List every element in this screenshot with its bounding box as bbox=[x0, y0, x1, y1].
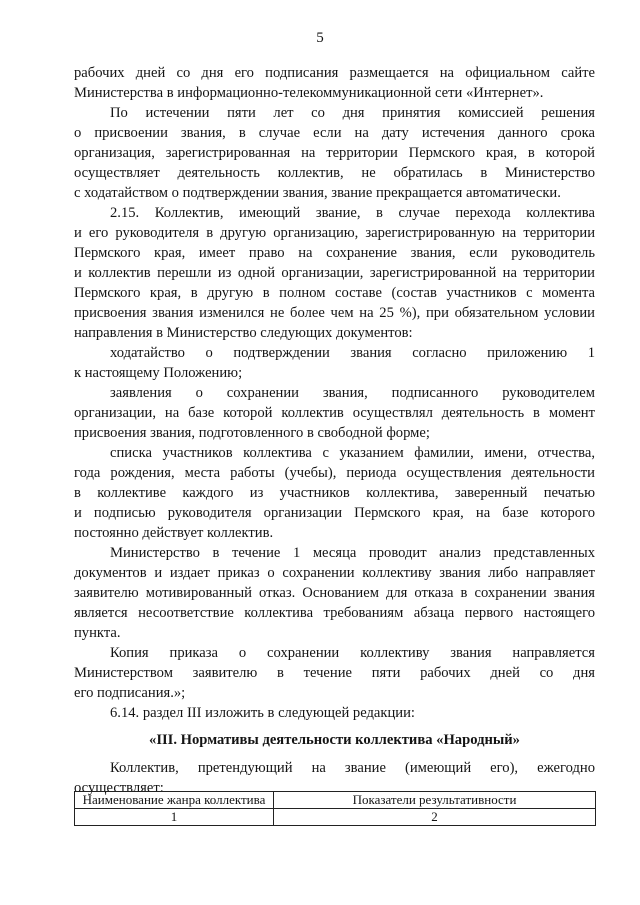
text-line: Копия приказа о сохранении коллективу звания направляется bbox=[110, 645, 595, 661]
text-line: о присвоении звания, в случае если на дату истечения данного срока bbox=[74, 125, 595, 141]
text-line: организации, на базе которой коллектив осуществлял деятельность в момент bbox=[74, 405, 595, 421]
text-line: пункта. bbox=[74, 625, 121, 641]
table-row bbox=[75, 809, 596, 826]
text-line: заявления о сохранении звания, подписанного руководителем bbox=[110, 385, 595, 401]
text-line: ходатайство о подтверждении звания согласно приложению 1 bbox=[110, 345, 595, 361]
text-line: организация, зарегистрированная на территории Пермского края, в которой bbox=[74, 145, 595, 161]
text-line: постоянно действует коллектив. bbox=[74, 525, 274, 541]
section-heading: «III. Нормативы деятельности коллектива «Народный» bbox=[149, 732, 520, 748]
table-cell: 2 bbox=[274, 809, 596, 826]
text-line: Пермского края, в другую в полном составе (состав участников с момента bbox=[74, 285, 595, 301]
text-line: и коллектив перешли из одной организации, зарегистрированной на территории bbox=[74, 265, 595, 281]
text-line: является несоответствие коллектива требованиям абзаца первого настоящего bbox=[74, 605, 595, 621]
text-line: присвоения звания, подготовленного в свободной форме; bbox=[74, 425, 430, 441]
text-line: списка участников коллектива с указанием фамилии, имени, отчества, bbox=[110, 445, 595, 461]
text-line: Министерством заявителю в течение пяти рабочих дней со дня bbox=[74, 665, 595, 681]
text-line: присвоения звания изменился не более чем на 25 %), при обязательном условии bbox=[74, 305, 595, 321]
text-line: По истечении пяти лет со дня принятия комиссией решения bbox=[110, 105, 595, 121]
text-line: 2.15. Коллектив, имеющий звание, в случае перехода коллектива bbox=[110, 205, 595, 221]
text-line: осуществляет: bbox=[74, 780, 164, 796]
text-line: рабочих дней со дня его подписания размещается на официальном сайте bbox=[74, 65, 595, 81]
text-line: его подписания.»; bbox=[74, 685, 186, 701]
text-line: к настоящему Положению; bbox=[74, 365, 243, 381]
text-line: года рождения, места работы (учебы), периода осуществления деятельности bbox=[74, 465, 595, 481]
header-cell-indicators: Показатели результативности bbox=[274, 792, 596, 809]
text-line: Коллектив, претендующий на звание (имеющий его), ежегодно bbox=[110, 760, 595, 776]
text-line: в коллективе каждого из участников коллектива, заверенный печатью bbox=[74, 485, 595, 501]
text-line: 6.14. раздел III изложить в следующей редакции: bbox=[110, 705, 415, 721]
text-line: осуществляет деятельность коллектив, не обратилась в Министерство bbox=[74, 165, 595, 181]
text-line: документов и издает приказ о сохранении коллективу звания либо направляет bbox=[74, 565, 595, 581]
text-line: Пермского края, имеет право на сохранение звания, если руководитель bbox=[74, 245, 595, 261]
text-line: и его руководителя в другую организацию, зарегистрированную на территории bbox=[74, 225, 595, 241]
text-line: с ходатайством о подтверждении звания, звание прекращается автоматически. bbox=[74, 185, 561, 201]
text-line: направления в Министерство следующих документов: bbox=[74, 325, 413, 341]
text-line: Министерство в течение 1 месяца проводит анализ представленных bbox=[110, 545, 595, 561]
text-line: Министерства в информационно-телекоммуникационной сети «Интернет». bbox=[74, 85, 544, 101]
text-line: и подписью руководителя организации Пермского края, на базе которого bbox=[74, 505, 595, 521]
table-header-row bbox=[75, 792, 596, 809]
text-line: заявителю мотивированный отказ. Основанием для отказа в сохранении звания bbox=[74, 585, 595, 601]
page-number: 5 bbox=[316, 30, 324, 46]
header-cell-genre: Наименование жанра коллектива bbox=[75, 792, 274, 809]
performance-table bbox=[74, 791, 596, 826]
table-cell: 1 bbox=[75, 809, 274, 826]
